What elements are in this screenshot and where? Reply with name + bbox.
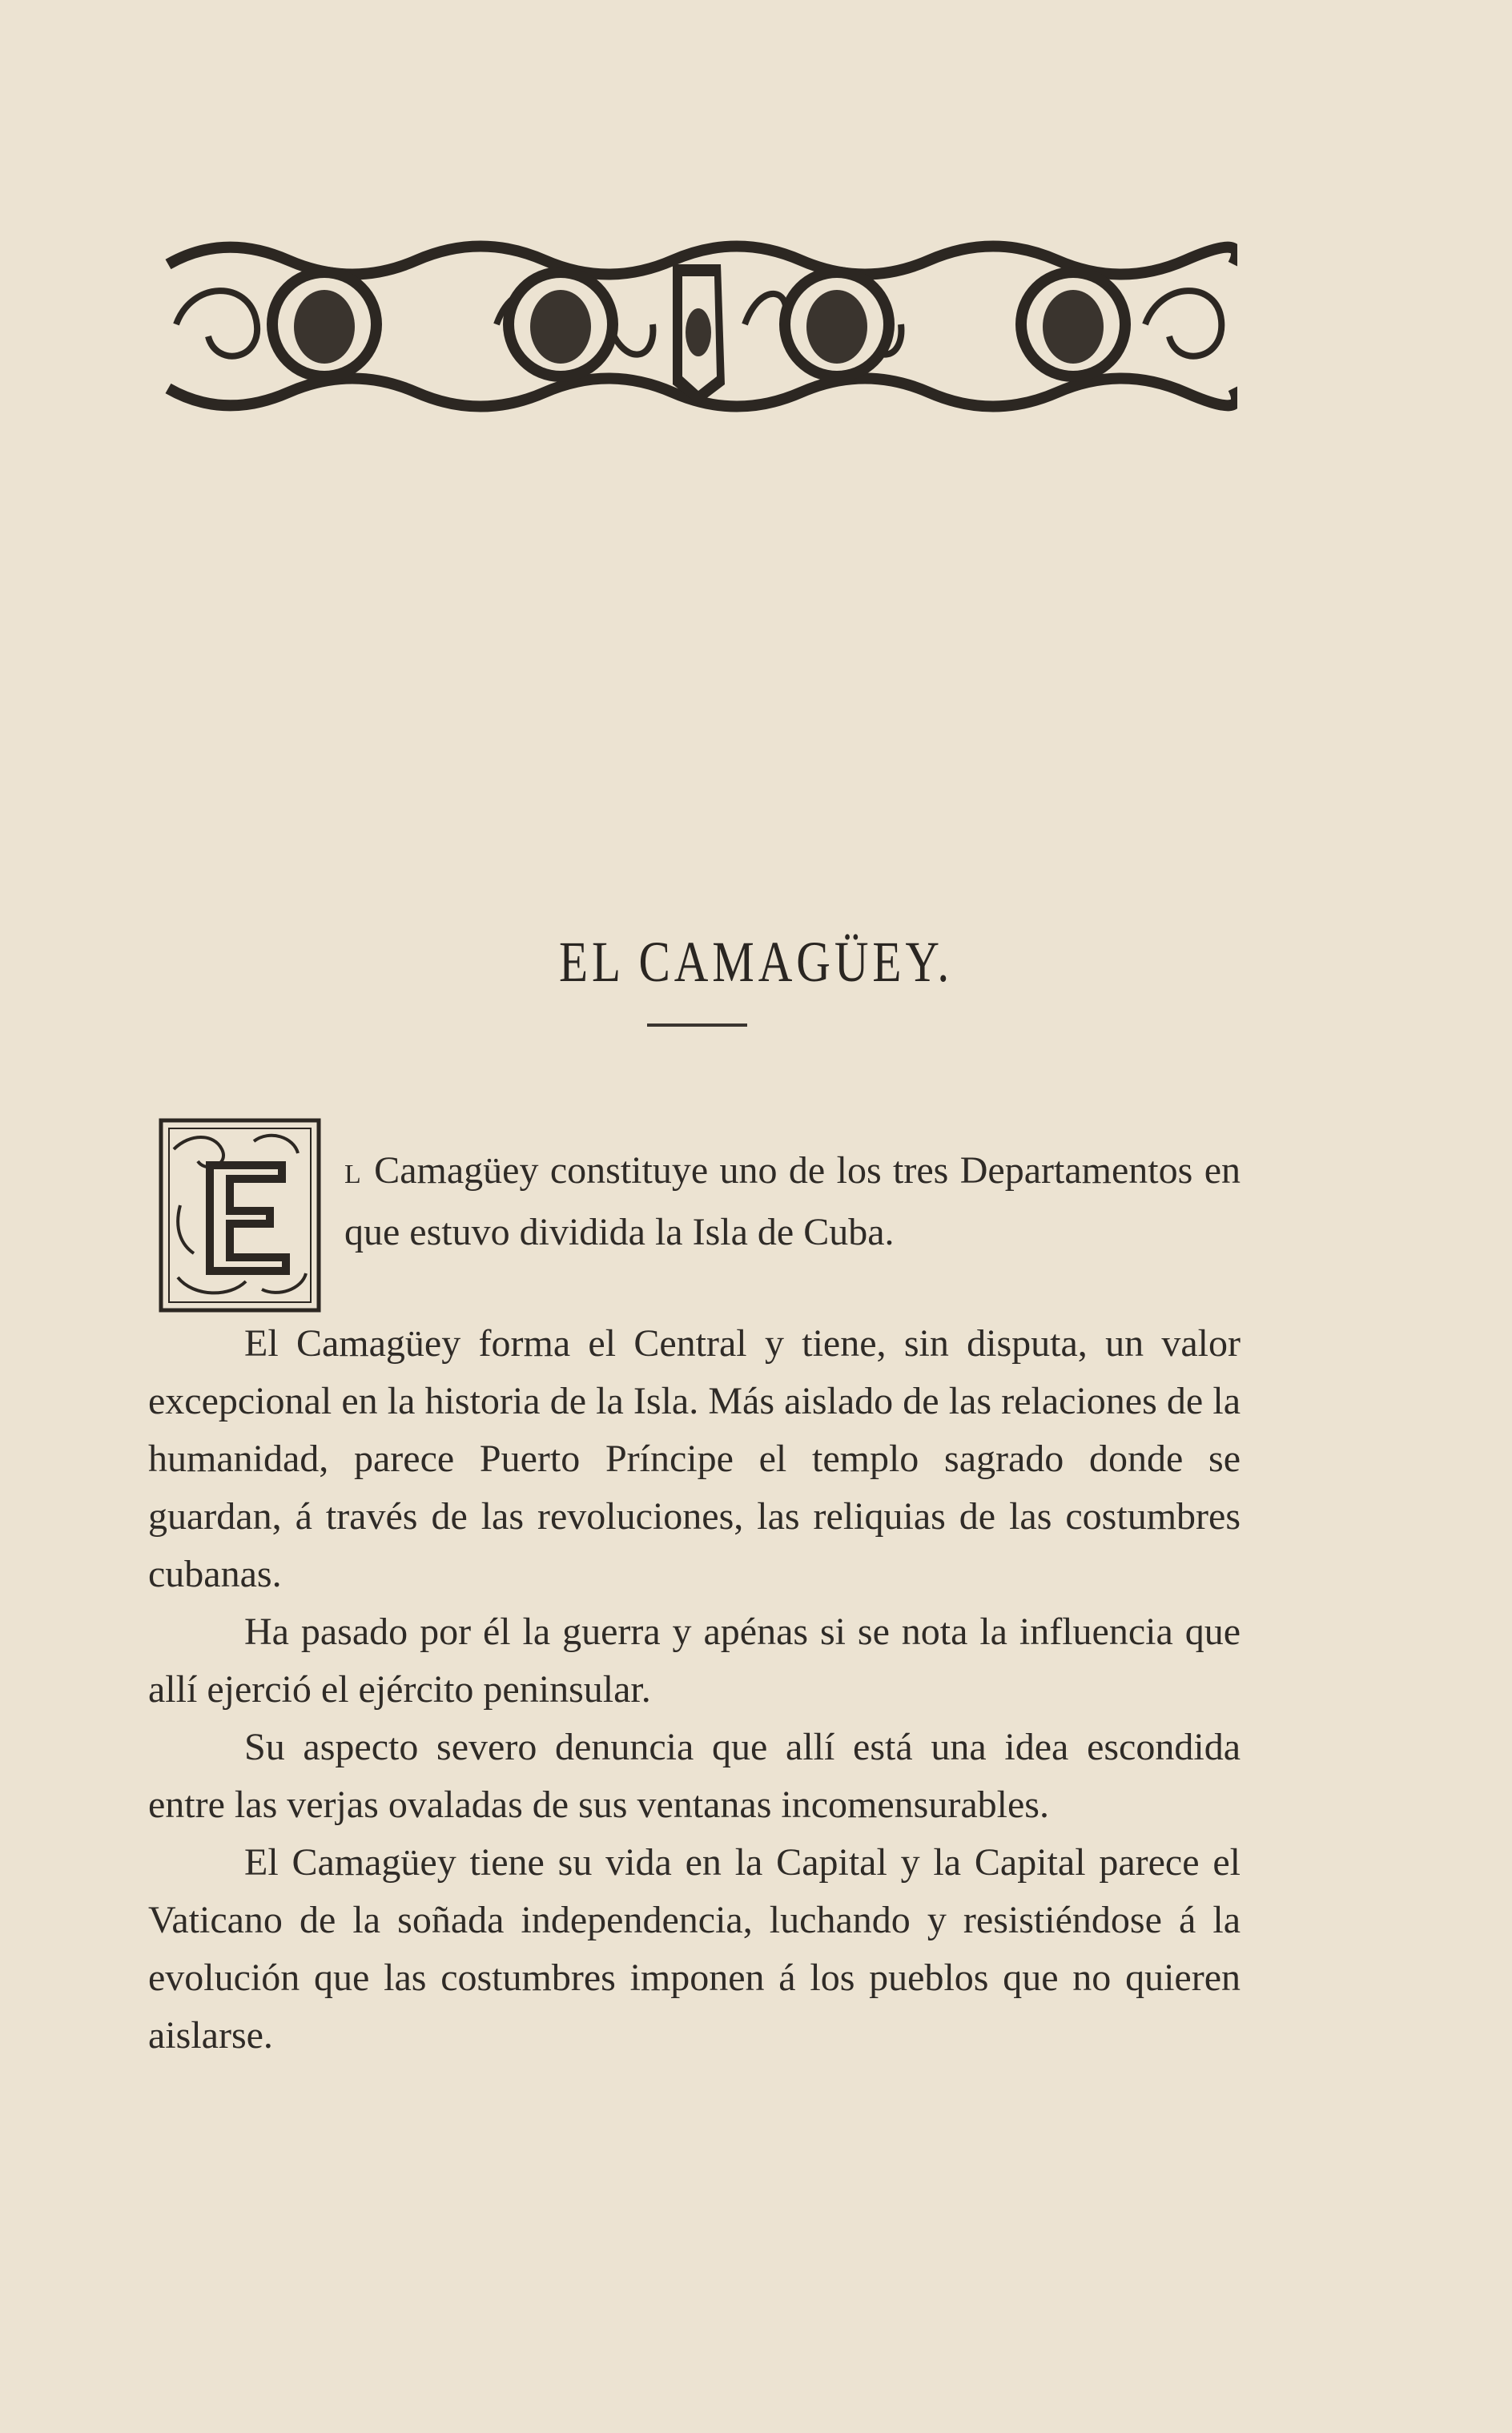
paragraph-3: Ha pasado por él la guerra y apénas si se nota la influencia que allí ejerció el ejército peninsular. — [148, 1611, 1241, 1711]
paragraph-2: El Camagüey forma el Central y tiene, sin disputa, un valor excepcional en la historia de la Isla. Más aislado de las relaciones de la humanidad, parece Puerto Príncipe el templo sagrado donde se guardan, á través de las revoluciones, las reliquias de las costumbres cubanas. — [148, 1322, 1241, 1595]
body-text — [148, 1315, 1241, 2065]
chapter-title: EL CAMAGÜEY. — [558, 930, 953, 994]
paragraph-4: Su aspecto severo denuncia que allí está una idea escondida entre las verjas ovaladas de sus ventanas incomensurables. — [148, 1726, 1241, 1826]
paragraph-5: El Camagüey tiene su vida en la Capital y la Capital parece el Vaticano de la soñada independencia, luchando y resistiéndose á la evolución que las costumbres imponen á los pueblos que no quieren aislarse. — [148, 1841, 1241, 2057]
paragraph-1-text: Camagüey constituye uno de los tres Departamentos en que estuvo dividida la Isla de Cuba. — [344, 1149, 1241, 1253]
dropcap-continuation: L — [344, 1160, 363, 1189]
title-underline — [647, 1023, 747, 1027]
ornamental-headband-icon — [160, 232, 1237, 416]
paragraph-1 — [148, 1142, 1241, 1261]
